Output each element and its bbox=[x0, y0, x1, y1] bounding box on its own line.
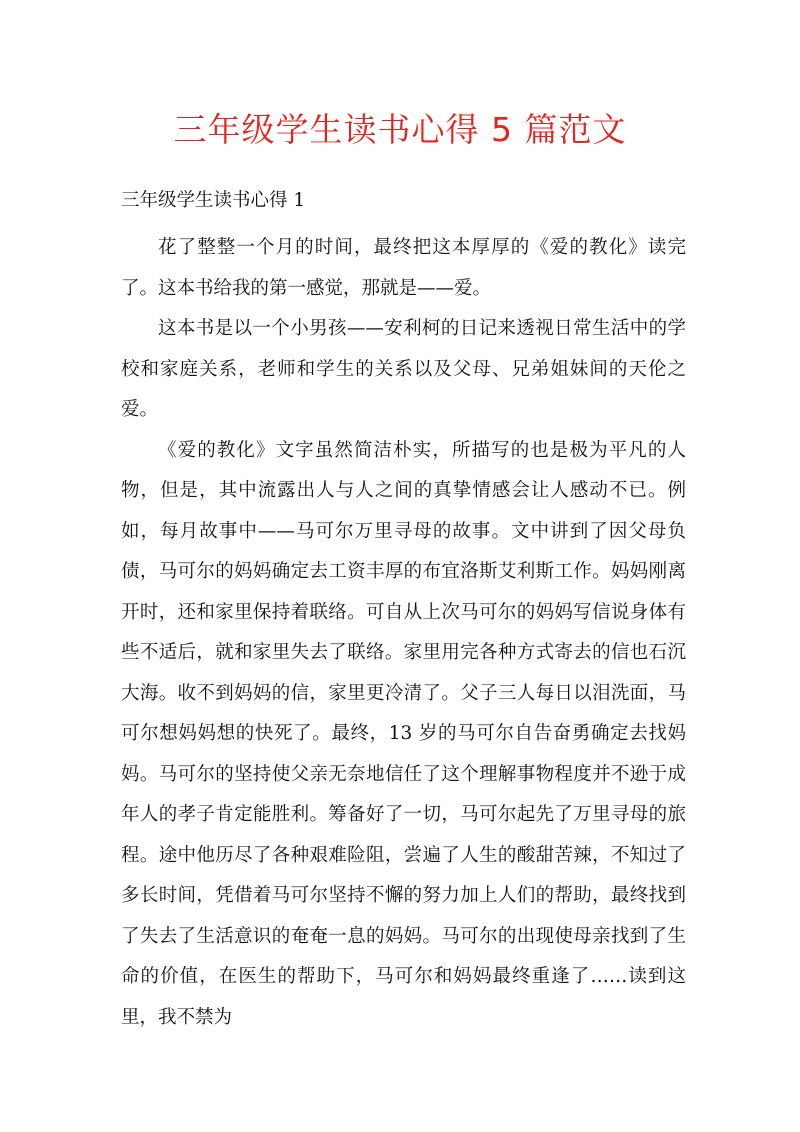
section-heading: 三年级学生读书心得 1 bbox=[121, 190, 306, 211]
paragraph: 这本书是以一个小男孩——安利柯的日记来透视日常生活中的学校和家庭关系，老师和学生的关系以及父母、兄弟姐妹间的天伦之爱。 bbox=[121, 318, 686, 420]
paragraph: 花了整整一个月的时间，最终把这本厚厚的《爱的教化》读完了。这本书给我的第一感觉，那就是——爱。 bbox=[121, 237, 686, 299]
document-title: 三年级学生读书心得 5 篇范文 bbox=[173, 110, 627, 149]
paragraph: 《爱的教化》文字虽然简洁朴实，所描写的也是极为平凡的人物，但是，其中流露出人与人之间的真挚情感会让人感动不已。例如，每月故事中——马可尔万里寻母的故事。文中讲到了因父母负债，马可尔的妈妈确定去工资丰厚的布宜洛斯艾利斯工作。妈妈刚离开时，还和家里保持着联络。可自从上次马可尔的妈妈写信说身体有些不适后，就和家里失去了联络。家里用完各种方式寄去的信也石沉大海。收不到妈妈的信，家里更冷清了。父子三人每日以泪洗面，马可尔想妈妈想的快死了。最终，13 岁的马可尔自告奋勇确定去找妈妈。马可尔的坚持使父亲无奈地信任了这个理解事物程度并不逊于成年人的孝子肯定能胜利。筹备好了一切，马可尔起先了万里寻母的旅程。途中他历尽了各种艰难险阻，尝遍了人生的酸甜苦辣，不知过了多长时间，凭借着马可尔坚持不懈的努力加上人们的帮助，最终找到了失去了生活意识的奄奄一息的妈妈。马可尔的出现使母亲找到了生命的价值，在医生的帮助下，马可尔和妈妈最终重逢了……读到这里，我不禁为 bbox=[121, 439, 686, 1028]
document-body bbox=[121, 228, 686, 1038]
